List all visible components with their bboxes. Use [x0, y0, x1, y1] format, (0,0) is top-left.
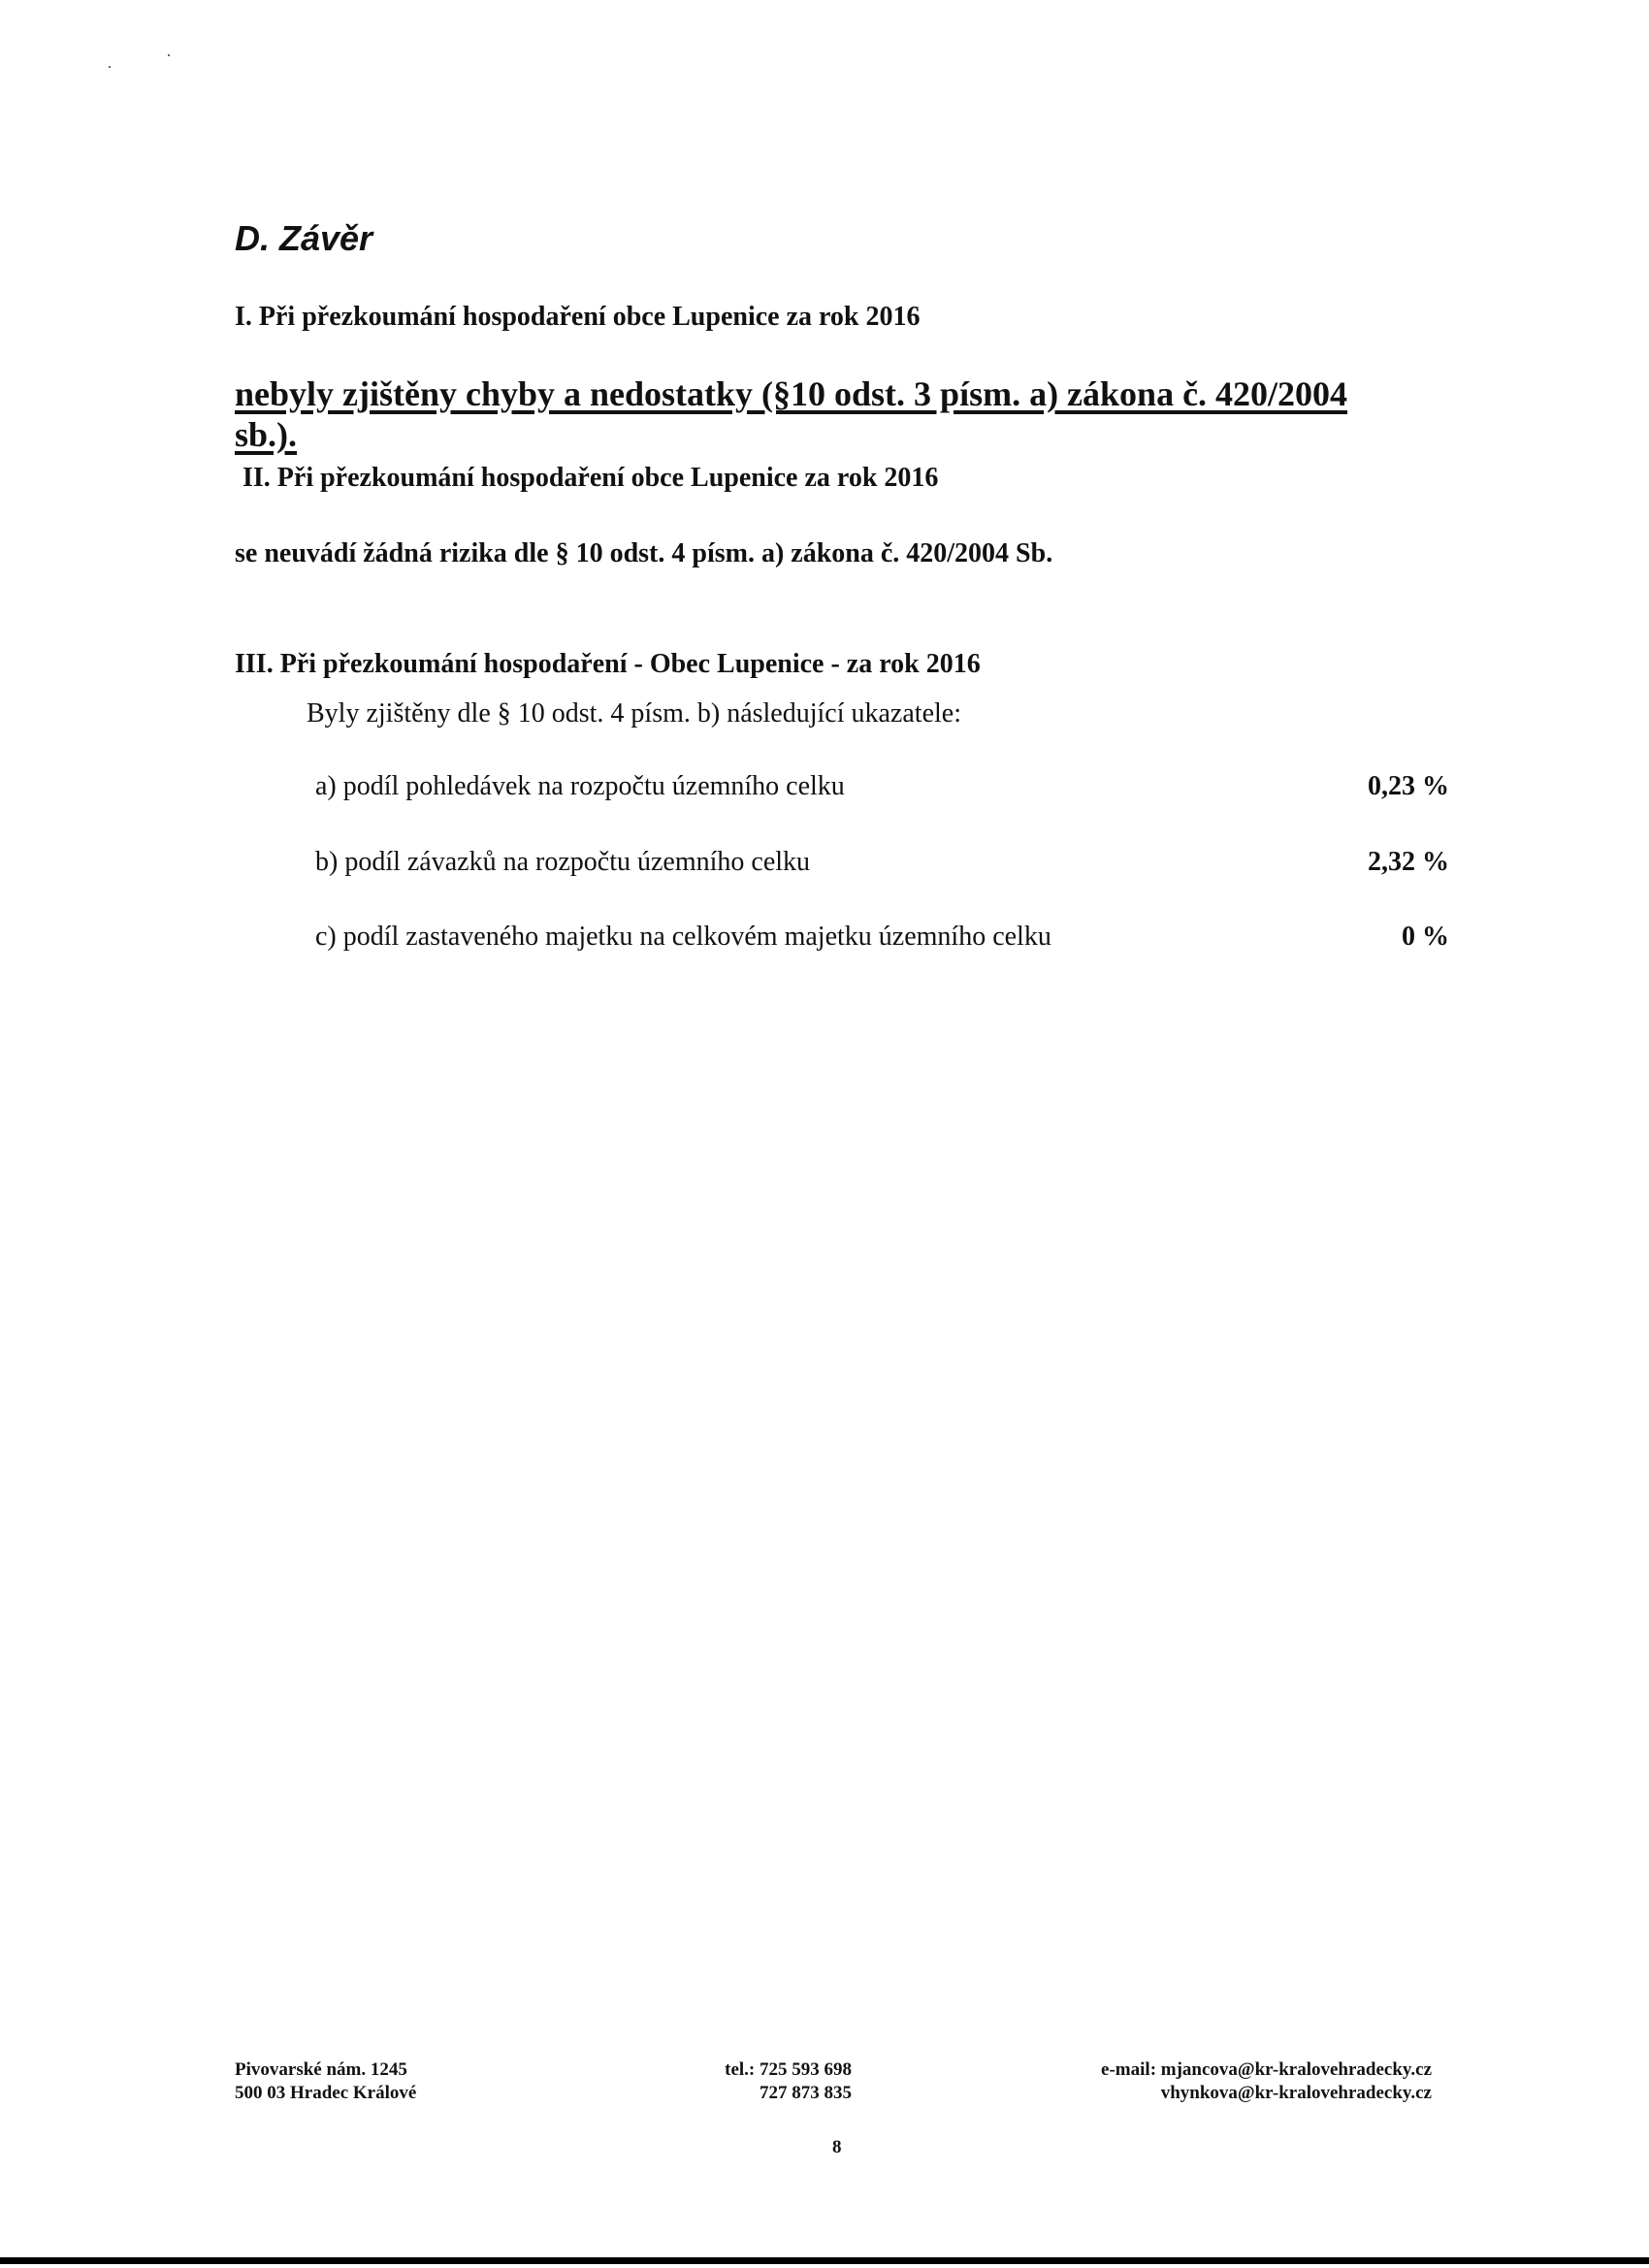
footer-email-line1: e-mail: mjancova@kr-kralovehradecky.cz: [1101, 2059, 1432, 2080]
section-1-finding: nebyly zjištěny chyby a nedostatky (§10 odst. 3 písm. a) zákona č. 420/2004: [235, 374, 1348, 413]
footer-address-line1: Pivovarské nám. 1245: [235, 2059, 407, 2080]
section-1-finding-cont: sb.).: [235, 415, 298, 454]
footer-address-line2: 500 03 Hradec Králové: [235, 2083, 417, 2103]
scan-bottom-border: [0, 2257, 1649, 2264]
footer-tel-line2: 727 873 835: [760, 2083, 852, 2103]
indicator-value: 0 %: [1402, 922, 1449, 952]
scan-speck: [168, 54, 170, 56]
page-number: 8: [832, 2137, 842, 2157]
indicator-label: b) podíl závazků na rozpočtu územního celku: [315, 847, 811, 877]
section-3-intro: Byly zjištěny dle § 10 odst. 4 písm. b) následující ukazatele:: [307, 698, 961, 729]
section-2-text: se neuvádí žádná rizika dle § 10 odst. 4 písm. a) zákona č. 420/2004 Sb.: [235, 538, 1053, 568]
section-2-title: II. Při přezkoumání hospodaření obce Lupenice za rok 2016: [242, 463, 939, 493]
indicator-value: 0,23 %: [1368, 771, 1449, 801]
section-1-title: I. Při přezkoumání hospodaření obce Lupenice za rok 2016: [235, 302, 921, 332]
section-heading: D. Závěr: [235, 218, 373, 258]
indicator-label: c) podíl zastaveného majetku na celkovém majetku územního celku: [315, 922, 1051, 952]
indicator-value: 2,32 %: [1368, 847, 1449, 877]
footer-email-line2: vhynkova@kr-kralovehradecky.cz: [1160, 2083, 1432, 2103]
indicator-label: a) podíl pohledávek na rozpočtu územního celku: [315, 771, 845, 801]
section-3-title: III. Při přezkoumání hospodaření - Obec Lupenice - za rok 2016: [235, 649, 981, 679]
scan-speck: [109, 66, 111, 68]
footer-tel-line1: tel.: 725 593 698: [725, 2059, 852, 2080]
